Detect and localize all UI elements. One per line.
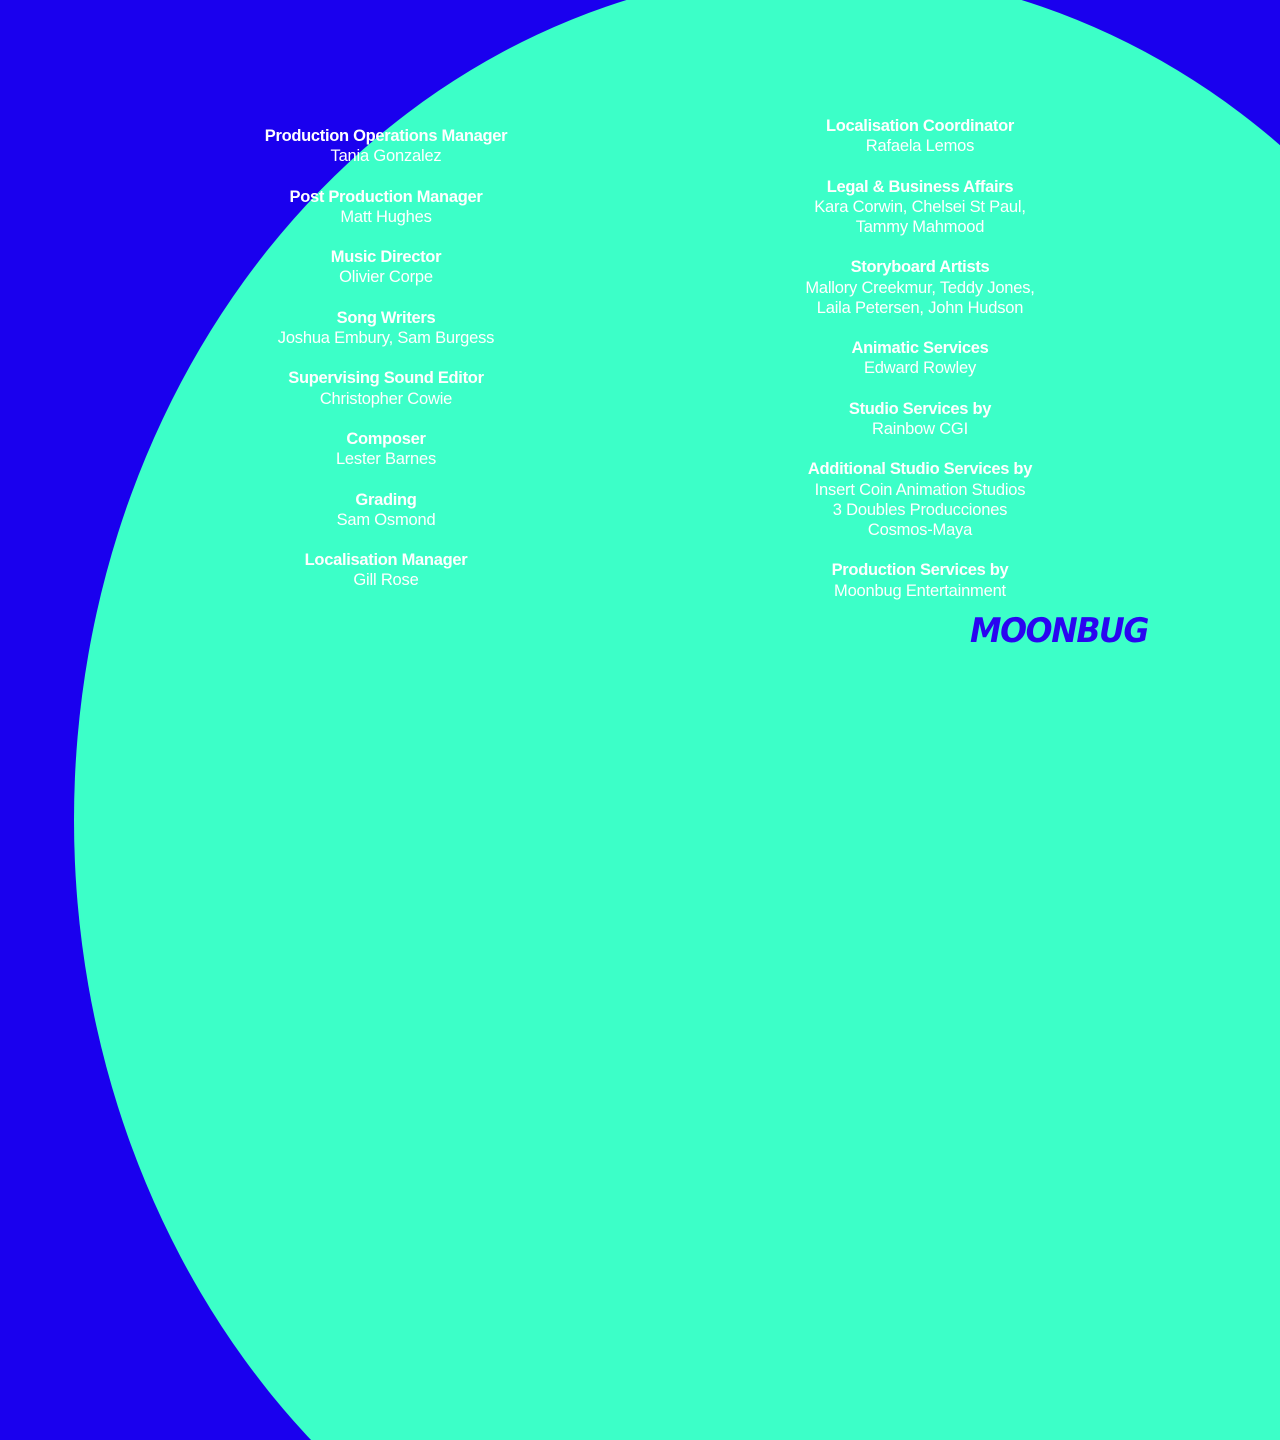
credit-name: Olivier Corpe xyxy=(339,268,433,287)
credit-name: Tania Gonzalez xyxy=(330,147,442,166)
credit-role: Localisation Coordinator xyxy=(825,117,1015,135)
credit-role: Localisation Manager xyxy=(304,551,468,570)
credit-item xyxy=(720,116,1120,156)
credit-role: Music Director xyxy=(330,248,442,267)
credit-role: Additional Studio Services by xyxy=(807,460,1033,479)
credit-name: Kara Corwin, Chelsei St Paul, Tammy Mahmood xyxy=(814,197,1026,236)
credit-name: Rafaela Lemos xyxy=(865,137,975,156)
credit-name: Moonbug Entertainment xyxy=(834,581,1006,600)
credit-item xyxy=(186,126,586,166)
credit-role: Production Services by xyxy=(831,561,1009,580)
credit-item xyxy=(186,308,586,348)
credit-item xyxy=(720,257,1120,318)
credit-item xyxy=(186,368,586,408)
credit-name: Sam Osmond xyxy=(336,510,436,529)
credit-name: Lester Barnes xyxy=(335,450,437,469)
moonbug-logo xyxy=(968,606,1152,650)
credit-name: Rainbow CGI xyxy=(872,419,968,438)
credit-item xyxy=(720,459,1120,540)
credit-role: Composer xyxy=(346,429,426,448)
credit-role: Supervising Sound Editor xyxy=(288,369,484,388)
credit-role: Song Writers xyxy=(336,308,436,327)
credits-column-left xyxy=(186,126,586,611)
credit-role: Legal & Business Affairs xyxy=(826,177,1014,196)
credit-name: Joshua Embury, Sam Burgess xyxy=(277,328,495,347)
credit-item xyxy=(186,490,586,530)
credit-role: Grading xyxy=(355,490,417,509)
credit-name: Christopher Cowie xyxy=(319,389,453,408)
credit-role: Studio Services by xyxy=(848,399,992,418)
credit-item xyxy=(186,187,586,227)
credit-item xyxy=(186,247,586,287)
credit-name: Insert Coin Animation Studios 3 Doubles Producciones Cosmos-Maya xyxy=(814,480,1026,539)
credit-item xyxy=(720,177,1120,238)
credit-role: Post Production Manager xyxy=(289,187,483,206)
credit-item xyxy=(720,560,1120,600)
credit-role: Production Operations Manager xyxy=(264,127,508,145)
credit-name: Mallory Creekmur, Teddy Jones, Laila Petersen, John Hudson xyxy=(805,278,1035,317)
credit-item xyxy=(720,399,1120,439)
credit-role: Storyboard Artists xyxy=(850,258,990,277)
credits-column-right xyxy=(720,116,1120,621)
credit-name: Edward Rowley xyxy=(863,359,977,378)
credit-role: Animatic Services xyxy=(851,339,989,358)
credit-item xyxy=(720,338,1120,378)
credit-name: Matt Hughes xyxy=(340,207,432,226)
credit-name: Gill Rose xyxy=(353,571,419,590)
credit-item xyxy=(186,429,586,469)
logo-text: MOONBUG xyxy=(970,611,1149,650)
credit-item xyxy=(186,550,586,590)
